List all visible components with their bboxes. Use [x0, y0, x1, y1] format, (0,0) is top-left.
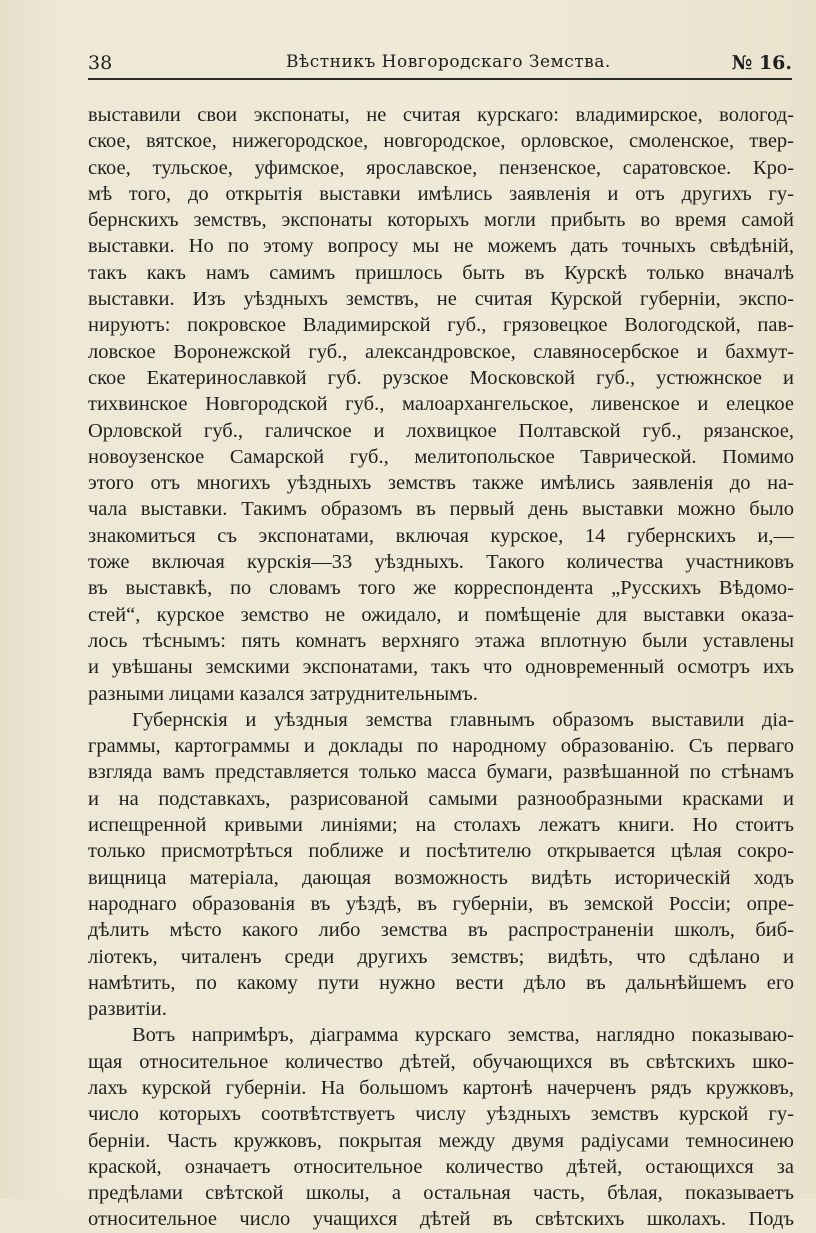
text-line: разными лицами казался затруднительнымъ. [88, 682, 478, 705]
text-line: число которыхъ соотвѣтствуетъ числу уѣздныхъ земствъ курской гу- [88, 1103, 794, 1126]
text-line: выставки. Изъ уѣздныхъ земствъ, не считая Курской губерніи, экспо- [88, 288, 794, 311]
text-line: этого отъ многихъ уѣздныхъ земствъ также имѣлись заявленія до на- [88, 472, 794, 495]
article-body [88, 102, 794, 1233]
text-line: краской, означаетъ относительное количество дѣтей, остающихся за [88, 1155, 794, 1178]
text-line: Вотъ напримѣръ, діаграмма курскаго земства, наглядно показываю- [132, 1024, 794, 1047]
journal-title: Вѣстникъ Новгородскаго Земства. [286, 52, 611, 72]
text-line: лось тѣснымъ: пять комнатъ верхняго этажа вплотную были уставлены [88, 629, 794, 652]
text-line: такъ какъ намъ самимъ пришлось быть въ Курскѣ только вначалѣ [88, 261, 794, 284]
text-line: выставки. Но по этому вопросу мы не можемъ дать точныхъ свѣдѣній, [88, 235, 794, 258]
text-line: новоузенское Самарской губ., мелитопольское Таврической. Помимо [88, 445, 794, 468]
text-line: и увѣшаны земскими экспонатами, такъ что одновременный осмотръ ихъ [88, 656, 794, 679]
text-line: бернскихъ земствъ, экспонаты которыхъ могли прибыть во время самой [88, 209, 794, 232]
page-number: 38 [88, 52, 113, 74]
text-line: дѣлить мѣсто какого либо земства въ распространеніи школъ, биб- [88, 919, 794, 942]
text-line: взгляда вамъ представляется только масса бумаги, развѣшанной по стѣнамъ [88, 761, 794, 784]
text-line: лахъ курской губерніи. На большомъ картонѣ начерченъ рядъ кружковъ, [88, 1076, 794, 1099]
text-line: берніи. Часть кружковъ, покрытая между двумя радіусами темносинею [88, 1129, 794, 1152]
text-line: тихвинское Новгородской губ., малоархангельское, ливенское и елецкое [88, 393, 794, 416]
text-line: знакомиться съ экспонатами, включая курское, 14 губернскихъ и,— [88, 524, 794, 547]
text-line: относительное число учащихся дѣтей въ свѣтскихъ школахъ. Подъ [88, 1208, 794, 1231]
text-line: тоже включая курскія—33 уѣздныхъ. Такого количества участниковъ [88, 551, 794, 574]
text-line: мѣ того, до открытія выставки имѣлись заявленія и отъ другихъ гу- [88, 182, 794, 205]
text-line: Орловской губ., галичское и лохвицкое Полтавской губ., рязанское, [88, 419, 794, 442]
text-line: испещренной кривыми линіями; на столахъ лежатъ книги. Но стоитъ [88, 814, 794, 837]
text-line: ское, тульское, уфимское, ярославское, пензенское, саратовское. Кро- [88, 156, 794, 179]
text-line: вищница матеріала, дающая возможность видѣть историческій ходъ [88, 866, 794, 889]
text-line: граммы, картограммы и доклады по народному образованію. Съ перваго [88, 735, 794, 758]
text-line: Губернскія и уѣздныя земства главнымъ образомъ выставили діа- [132, 708, 794, 731]
text-line: ліотекъ, читаленъ среди другихъ земствъ; видѣть, что сдѣлано и [88, 945, 794, 968]
text-line: предѣлами свѣтской школы, а остальная часть, бѣлая, показываетъ [88, 1182, 794, 1205]
text-line: нируютъ: покровское Владимирской губ., грязовецкое Вологодской, пав- [88, 314, 794, 337]
issue-number: № 16. [731, 52, 792, 74]
text-line: щая относительное количество дѣтей, обучающихся въ свѣтскихъ шко- [88, 1050, 794, 1073]
text-line: народнаго образованія въ уѣздѣ, въ губерніи, въ земской Россіи; опре- [88, 892, 794, 915]
text-line: въ выставкѣ, по словамъ того же корреспондента „Русскихъ Вѣдомо- [88, 577, 794, 600]
text-line: развитіи. [88, 998, 167, 1021]
paragraph [88, 1022, 794, 1232]
paragraph [88, 102, 794, 707]
text-line: только присмотрѣться поближе и посѣтителю открывается цѣлая сокро- [88, 840, 794, 863]
text-line: ское, вятское, нижегородское, новгородское, орловское, смоленское, твер- [88, 130, 794, 153]
text-line: ловское Воронежской губ., александровское, славяносербское и бахмут- [88, 340, 794, 363]
text-line: чала выставки. Такимъ образомъ въ первый день выставки можно было [88, 498, 794, 521]
paragraph [88, 707, 794, 1023]
text-line: ское Екатеринославкой губ. рузское Московской губ., устюжнское и [88, 366, 794, 389]
text-line: намѣтить, по какому пути нужно вести дѣло въ дальнѣйшемъ его [88, 971, 794, 994]
text-line: стей“, курское земство не ожидало, и помѣщеніе для выставки оказа- [88, 603, 794, 626]
running-header [88, 48, 792, 80]
text-line: выставили свои экспонаты, не считая курскаго: владимирское, вологод- [88, 104, 794, 126]
text-line: и на подставкахъ, разрисованой самыми разнообразными красками и [88, 787, 794, 810]
